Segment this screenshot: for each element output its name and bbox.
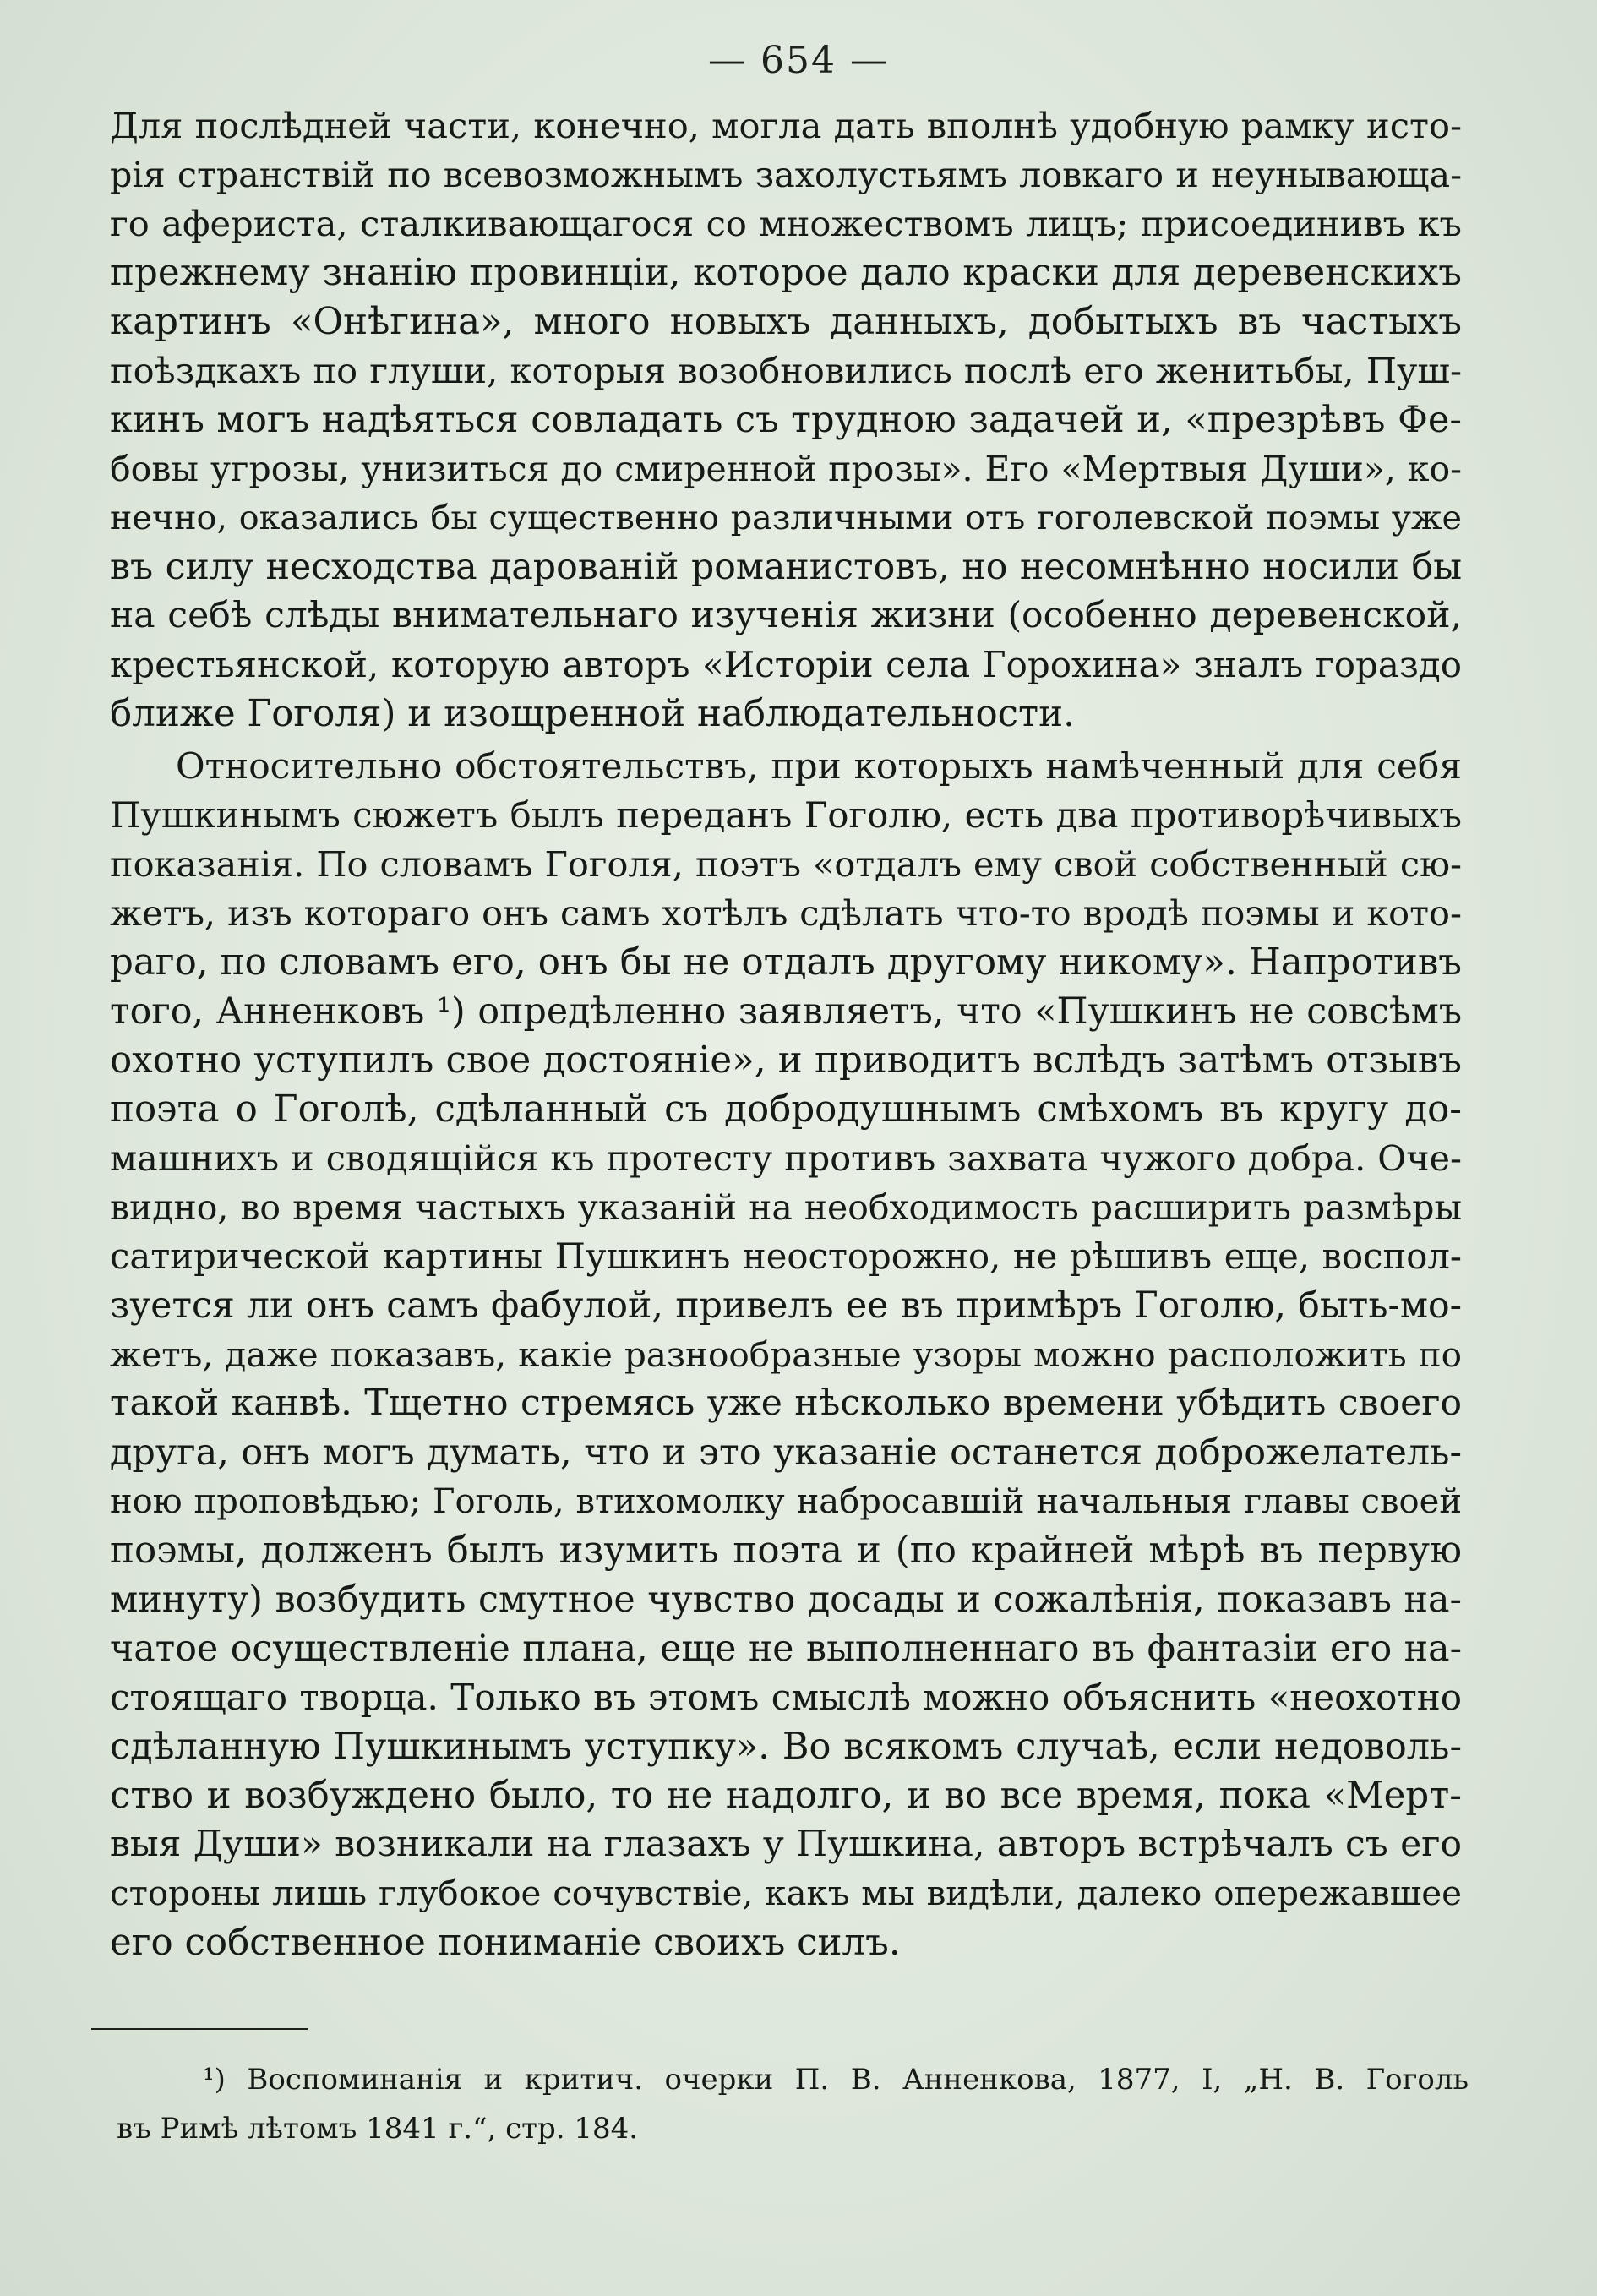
text-line: въ силу несходства дарованій романистовъ, но несомнѣнно носили бы — [110, 546, 1462, 588]
text-line: рія странствій по всевозможнымъ захолустьямъ ловкаго и неунывающа- — [110, 155, 1462, 195]
footnote-line: ¹) Воспоминанія и критич. очерки П. В. Анненкова, 1877, I, „Н. В. Гоголь — [203, 2063, 1469, 2097]
text-line: ближе Гоголя) и изощренной наблюдательности. — [110, 693, 1075, 735]
text-line: сатирической картины Пушкинъ неосторожно, не рѣшивъ еще, воспол- — [110, 1235, 1462, 1277]
text-line: жетъ, даже показавъ, какіе разнообразные узоры можно расположить по — [110, 1334, 1462, 1375]
text-line: Для послѣдней части, конечно, могла дать вполнѣ удобную рамку исто- — [110, 105, 1462, 146]
text-line: ство и возбуждено было, то не надолго, и во все время, пока «Мерт- — [110, 1775, 1462, 1817]
text-line: Пушкинымъ сюжетъ былъ переданъ Гоголю, есть два противорѣчивыхъ — [110, 794, 1462, 836]
text-line: чатое осуществленіе плана, еще не выполненнаго въ фантазіи его на- — [110, 1628, 1462, 1670]
paragraph-2 — [110, 742, 1462, 1967]
text-line: крестьянской, которую авторъ «Исторіи села Горохина» зналъ гораздо — [110, 644, 1462, 685]
text-line: такой канвѣ. Тщетно стремясь уже нѣсколько времени убѣдить своего — [110, 1383, 1462, 1424]
text-line: его собственное пониманіе своихъ силъ. — [110, 1922, 901, 1964]
text-line: поэмы, долженъ былъ изумить поэта и (по крайней мѣрѣ въ первую — [110, 1530, 1462, 1572]
text-line: бовы угрозы, унизиться до смиренной прозы». Его «Мертвыя Души», ко- — [110, 449, 1462, 489]
text-line: выя Души» возникали на глазахъ у Пушкина, авторъ встрѣчалъ съ его — [110, 1824, 1462, 1865]
text-line: раго, по словамъ его, онъ бы не отдалъ другому никому». Напротивъ — [110, 941, 1462, 984]
text-line: зуется ли онъ самъ фабулой, привелъ ее въ примѣръ Гоголю, быть-мо- — [110, 1284, 1462, 1327]
text-line: машнихъ и сводящійся къ протесту противъ захвата чужого добра. Оче- — [110, 1138, 1462, 1179]
text-line: видно, во время частыхъ указаній на необходимость расширить размѣры — [110, 1187, 1462, 1228]
main-text — [110, 101, 1462, 1967]
text-line: ною проповѣдью; Гоголь, втихомолку набросавшій начальныя главы своей — [110, 1482, 1462, 1521]
text-line: го афериста, сталкивающагося со множествомъ лицъ; присоединивъ къ — [110, 203, 1462, 244]
footnote-divider — [91, 2028, 308, 2030]
text-line: стороны лишь глубокое сочувствіе, какъ мы видѣли, далеко опережавшее — [110, 1873, 1462, 1913]
text-line: картинъ «Онѣгина», много новыхъ данныхъ, добытыхъ въ частыхъ — [110, 301, 1462, 343]
footnote — [117, 2055, 1469, 2153]
text-line: того, Анненковъ ¹) опредѣленно заявляетъ, что «Пушкинъ не совсѣмъ — [110, 990, 1462, 1033]
text-line: стоящаго творца. Только въ этомъ смыслѣ можно объяснить «неохотно — [110, 1677, 1462, 1718]
paragraph-1 — [110, 101, 1462, 739]
text-line: друга, онъ могъ думать, что и это указаніе останется доброжелатель- — [110, 1432, 1462, 1474]
text-line: прежнему знанію провинціи, которое дало краски для деревенскихъ — [110, 252, 1462, 294]
text-line: Относительно обстоятельствъ, при которыхъ намѣченный для себя — [176, 745, 1462, 787]
text-line: показанія. По словамъ Гоголя, поэтъ «отдалъ ему свой собственный сю- — [110, 844, 1462, 885]
text-line: сдѣланную Пушкинымъ уступку». Во всякомъ случаѣ, если недоволь- — [110, 1726, 1462, 1768]
text-line: жетъ, изъ котораго онъ самъ хотѣлъ сдѣлать что-то вродѣ поэмы и кото- — [110, 893, 1462, 934]
page-number: — 654 — — [708, 39, 889, 82]
text-line: кинъ могъ надѣяться совладать съ трудною задачей и, «презрѣвъ Фе- — [110, 399, 1462, 441]
text-line: поѣздкахъ по глуши, которыя возобновились послѣ его женитьбы, Пуш- — [110, 350, 1462, 391]
text-line: охотно уступилъ свое достояніе», и приводитъ вслѣдъ затѣмъ отзывъ — [110, 1039, 1462, 1082]
text-line: нечно, оказались бы существенно различными отъ гоголевской поэмы уже — [110, 499, 1462, 537]
text-line: поэта о Гоголѣ, сдѣланный съ добродушнымъ смѣхомъ въ кругу до- — [110, 1088, 1462, 1131]
text-line: минуту) возбудить смутное чувство досады и сожалѣнія, показавъ на- — [110, 1579, 1462, 1621]
footnote-line: въ Римѣ лѣтомъ 1841 г.“, стр. 184. — [117, 2112, 639, 2146]
text-line: на себѣ слѣды внимательнаго изученія жизни (особенно деревенской, — [110, 595, 1462, 636]
